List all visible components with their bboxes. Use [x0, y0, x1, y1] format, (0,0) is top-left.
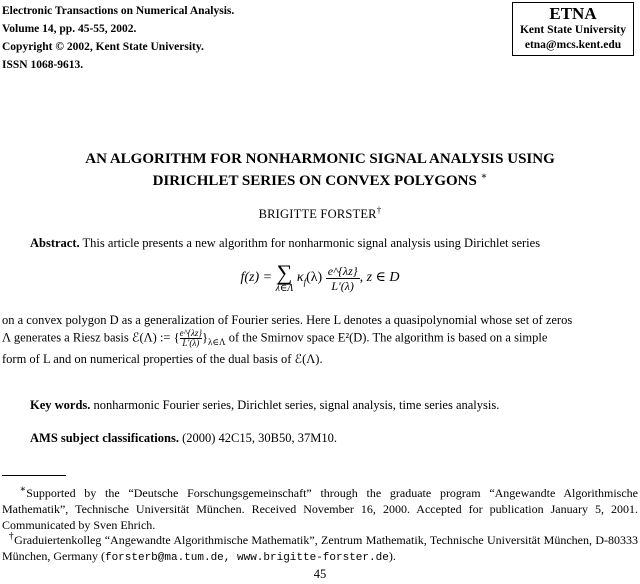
body-line-2-start: Λ generates a Riesz basis ℰ(Λ) := {	[2, 330, 180, 345]
paper-title	[0, 150, 640, 190]
ams-text: (2000) 42C15, 30B50, 37M10.	[182, 431, 337, 445]
etna-university: Kent State University	[519, 24, 627, 36]
journal-header	[2, 2, 234, 74]
footnote-1	[2, 482, 638, 533]
etna-logo-box	[512, 2, 634, 56]
formula-term-arg: (λ)	[306, 270, 323, 286]
footnote-2	[2, 529, 638, 566]
display-formula	[0, 262, 640, 294]
sum-sign: ∑	[276, 260, 293, 285]
title-footnote-mark: ∗	[480, 171, 488, 182]
formula-term: κ	[296, 270, 304, 286]
body-line-3: form of L and on numerical properties of the dual basis of ℰ(Λ).	[2, 351, 323, 366]
inline-frac-den: L′(λ)	[182, 338, 200, 348]
ams-classification	[30, 430, 630, 447]
ams-label: AMS subject classifications.	[30, 431, 179, 445]
formula-tail: , z ∈ D	[359, 270, 400, 286]
abstract-text: This article presents a new algorithm for nonharmonic signal analysis using Dirichlet series	[82, 236, 541, 250]
footnote-1-text: Supported by the “Deutsche Forschungsgemeinschaft” through the graduate program “Angewandte Algorithmische Mathematik”, Technische Universität München. Received November 16, 2000. Accepted for publication January 5, 2001. Communicated by Sven Ehrich.	[2, 486, 639, 532]
formula-lhs: f(z) =	[240, 270, 273, 286]
page-number: 45	[313, 567, 327, 581]
formula-fraction	[326, 264, 360, 293]
author-name: BRIGITTE FORSTER	[258, 207, 377, 222]
formula-numerator: e^{λz}	[327, 263, 358, 278]
brace-close: }	[202, 330, 208, 345]
body-line-2-end: of the Smirnov space E²(D). The algorithm is based on a simple	[225, 330, 548, 345]
set-subscript: λ∈Λ	[208, 336, 226, 347]
abstract	[30, 235, 630, 252]
body-line-2	[2, 329, 638, 351]
etna-title: ETNA	[549, 4, 597, 23]
keywords-label: Key words.	[30, 398, 91, 412]
author-footnote-mark: †	[376, 205, 382, 215]
etna-email: etna@mcs.kent.edu	[524, 39, 622, 51]
keywords-text: nonharmonic Fourier series, Dirichlet series, signal analysis, time series analysis.	[93, 398, 500, 412]
footnote-divider	[2, 475, 66, 476]
title-line-2: DIRICHLET SERIES ON CONVEX POLYGONS	[152, 173, 477, 189]
title-line-1: AN ALGORITHM FOR NONHARMONIC SIGNAL ANALYSIS USING	[85, 151, 555, 167]
author-website: www.brigitte-forster.de	[230, 552, 389, 564]
journal-name: Electronic Transactions on Numerical Analysis.	[2, 5, 235, 17]
footnote-2-mark: †	[8, 531, 15, 542]
inline-fraction	[180, 329, 202, 348]
formula-denominator: L′(λ)	[331, 278, 354, 293]
body-line-1: on a convex polygon D as a generalization of Fourier series. Here L denotes a quasipolynomial whose set of zeros	[2, 313, 573, 327]
formula-term-sub: f	[303, 277, 307, 288]
footnote-1-mark: ∗	[19, 484, 27, 495]
issn-line: ISSN 1068-9613.	[2, 59, 84, 71]
author-line	[0, 205, 640, 222]
keywords	[30, 397, 630, 414]
copyright-line: Copyright © 2002, Kent State University.	[2, 41, 204, 53]
inline-frac-num: e^{λz}	[179, 328, 202, 338]
author-email: forsterb@ma.tum.de,	[104, 552, 231, 564]
body-paragraph	[2, 312, 638, 368]
footnote-2-text: Graduiertenkolleg “Angewandte Algorithmische Mathematik”, Zentrum Mathematik, Technische Universität München, D-80333 München, Germany (	[2, 533, 639, 563]
abstract-label: Abstract.	[30, 236, 80, 250]
volume-info: Volume 14, pp. 45-55, 2002.	[2, 23, 137, 35]
footnote-2-end: ).	[388, 549, 396, 563]
formula-sum	[276, 262, 294, 294]
sum-subscript: λ∈Λ	[275, 283, 294, 294]
